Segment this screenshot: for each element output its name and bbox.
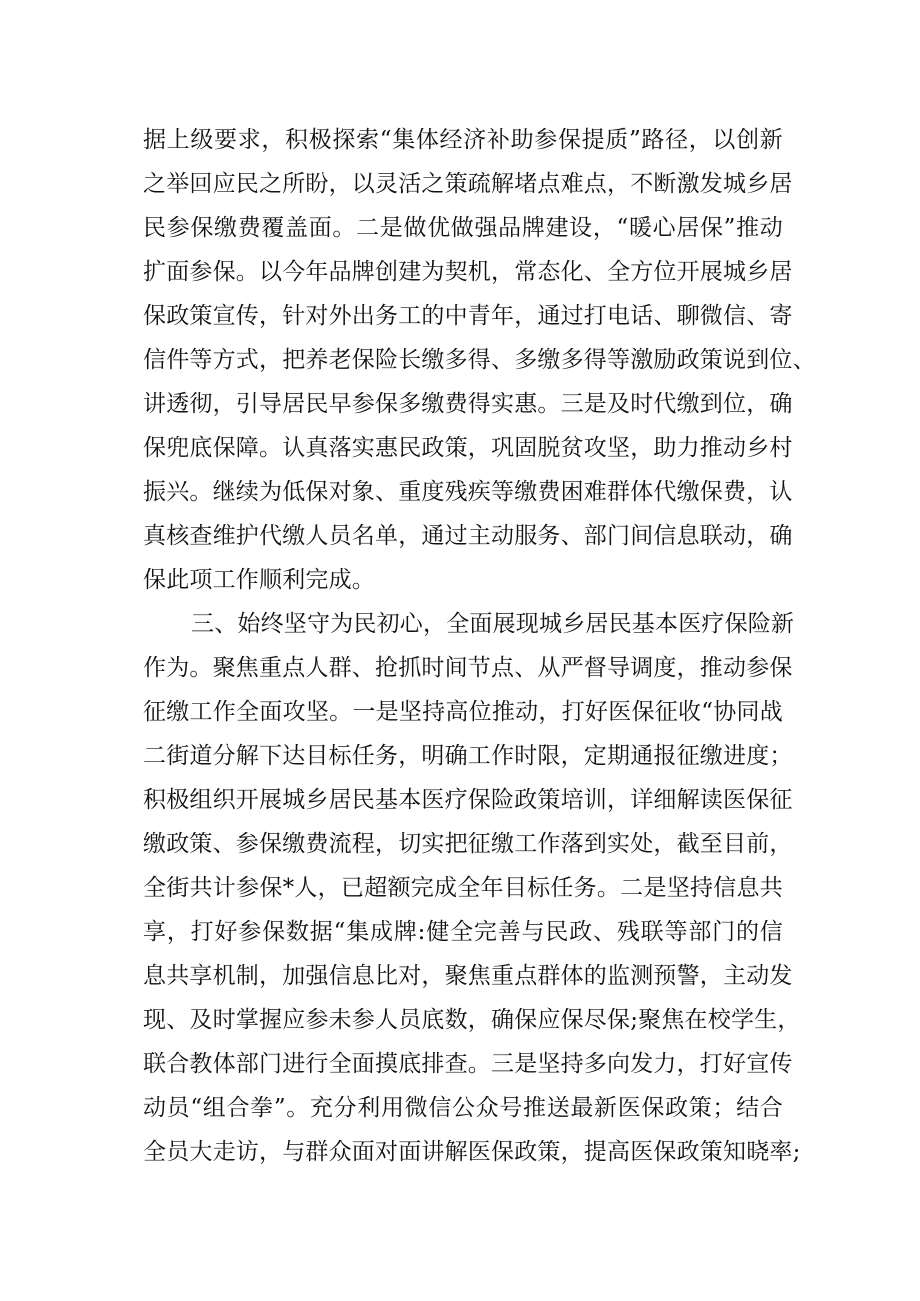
text-line-14: 征缴工作全面攻坚。一是坚持高位推动，打好医保征收“协同战: [143, 699, 783, 725]
text-line-8: 保兜底保障。认真落实惠民政策，巩固脱贫攻坚，助力推动乡村: [143, 435, 793, 461]
text-line-10: 真核查维护代缴人员名单，通过主动服务、部门间信息联动，确: [143, 523, 793, 549]
text-line-18: 全街共计参保*人，已超额完成全年目标任务。二是坚持信息共: [143, 875, 783, 901]
text-line-6: 信件等方式，把养老保险长缴多得、多缴多得等激励政策说到位、: [143, 347, 816, 373]
text-line-7: 讲透彻，引导居民早参保多缴费得实惠。三是及时代缴到位，确: [143, 391, 793, 417]
text-line-20: 息共享机制，加强信息比对，聚焦重点群体的监测预警，主动发: [143, 963, 793, 989]
text-line-9: 振兴。继续为低保对象、重度残疾等缴费困难群体代缴保费，认: [143, 479, 793, 505]
text-line-2: 之举回应民之所盼，以灵活之策疏解堵点难点，不断激发城乡居: [143, 171, 793, 197]
text-line-23: 动员“组合拳”。充分利用微信公众号推送最新医保政策；结合: [143, 1095, 783, 1121]
section-three-heading-line: 三、始终坚守为民初心，全面展现城乡居民基本医疗保险新: [191, 611, 795, 637]
text-line-21: 现、及时掌握应参未参人员底数，确保应保尽保;聚焦在校学生，: [143, 1007, 801, 1033]
text-line-5: 保政策宣传，针对外出务工的中青年，通过打电话、聊微信、寄: [143, 303, 793, 329]
text-line-24: 全员大走访，与群众面对面讲解医保政策，提高医保政策知晓率;: [143, 1139, 801, 1165]
text-line-3: 民参保缴费覆盖面。二是做优做强品牌建设，“暖心居保”推动: [143, 215, 783, 241]
text-line-1: 据上级要求，积极探索“集体经济补助参保提质”路径，以创新: [143, 127, 783, 153]
text-line-22: 联合教体部门进行全面摸底排查。三是坚持多向发力，打好宣传: [143, 1051, 793, 1077]
text-line-16: 积极组织开展城乡居民基本医疗保险政策培训，详细解读医保征: [143, 787, 793, 813]
text-line-4: 扩面参保。以今年品牌创建为契机，常态化、全方位开展城乡居: [143, 259, 793, 285]
text-line-11: 保此项工作顺利完成。: [143, 567, 375, 593]
text-line-13: 作为。聚焦重点人群、抢抓时间节点、从严督导调度，推动参保: [143, 655, 793, 681]
text-line-17: 缴政策、参保缴费流程，切实把征缴工作落到实处，截至目前，: [143, 831, 793, 857]
text-line-15: 二街道分解下达目标任务，明确工作时限，定期通报征缴进度；: [143, 743, 793, 769]
text-line-19: 享，打好参保数据“集成牌:健全完善与民政、残联等部门的信: [143, 919, 783, 945]
